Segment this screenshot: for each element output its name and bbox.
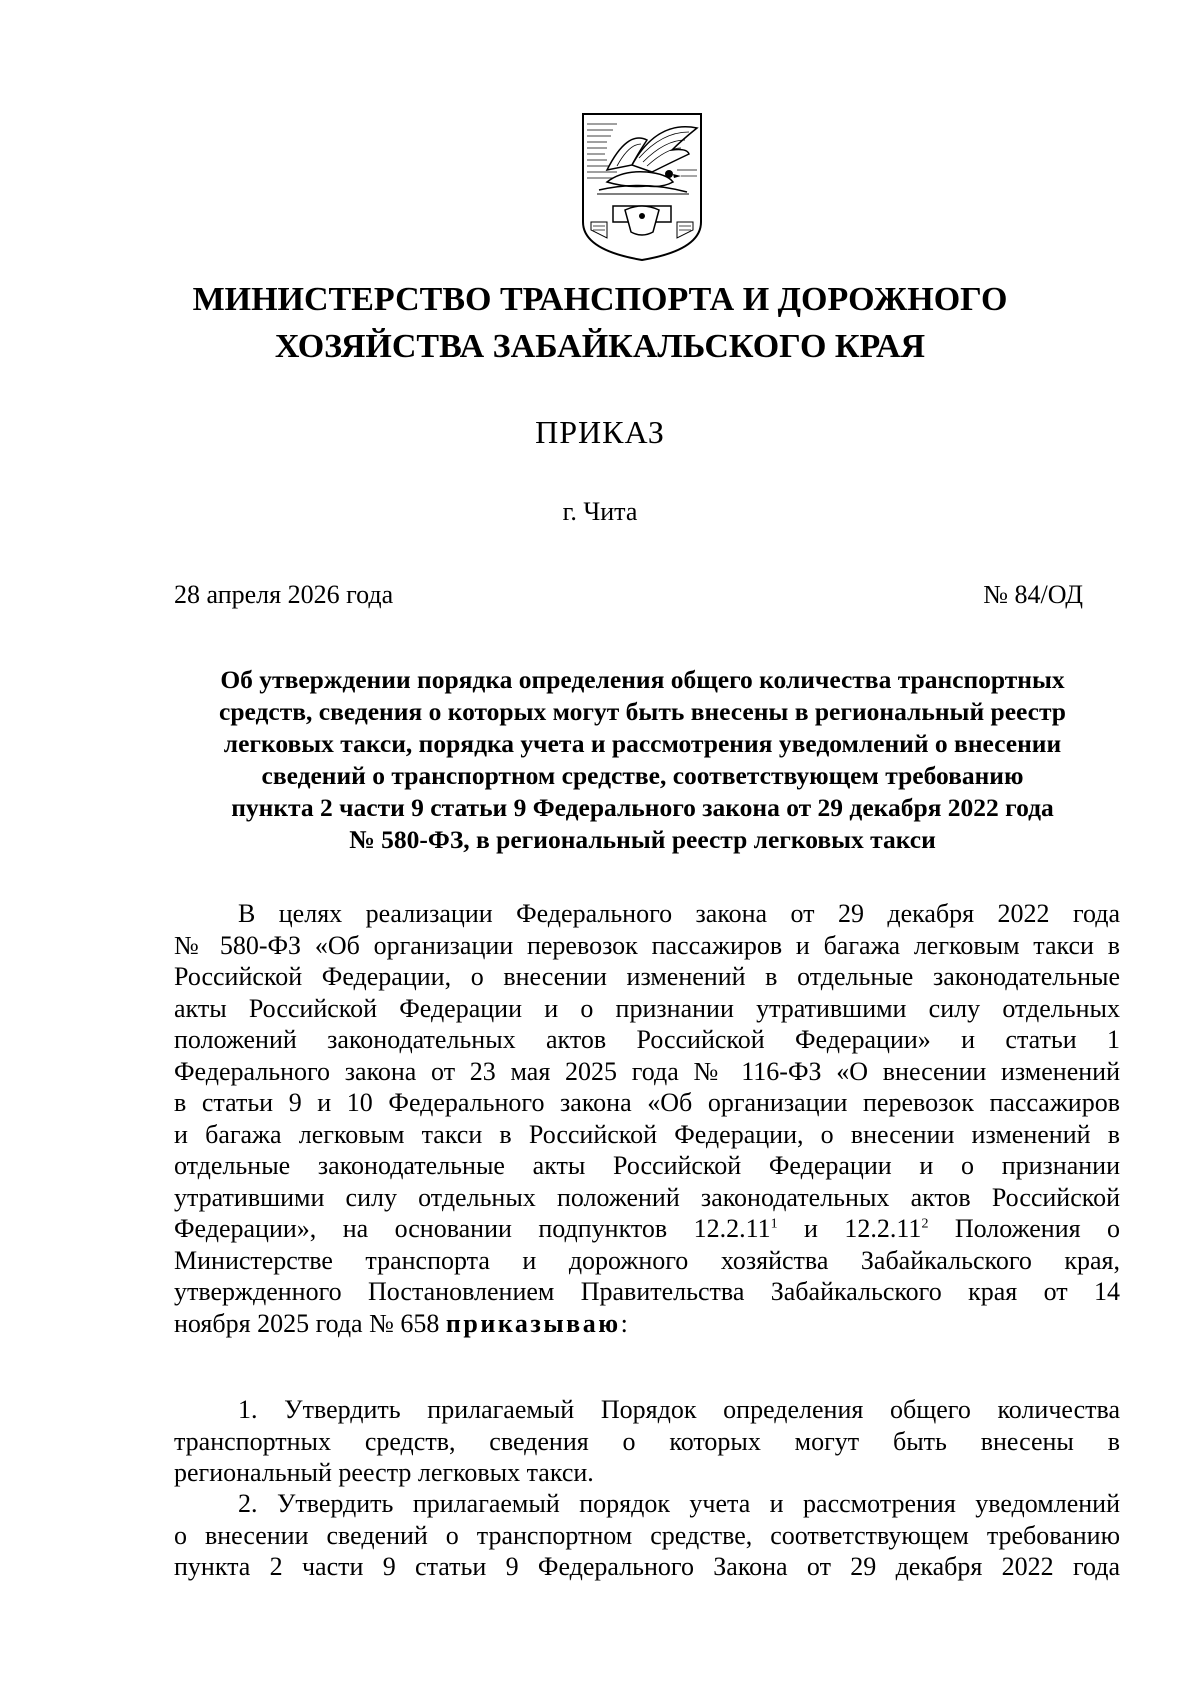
item-2-paragraph — [174, 1488, 1120, 1583]
text-line: 1. Утвердить прилагаемый Порядок определения общего количества — [238, 1395, 1120, 1424]
regional-coat-of-arms-icon — [577, 110, 707, 262]
ministry-name-line1: МИНИСТЕРСТВО ТРАНСПОРТА И ДОРОЖНОГО — [192, 281, 1008, 318]
text-line: транспортных средств, сведения о которых могут быть внесены в — [174, 1426, 1120, 1456]
text-line: пункта 2 части 9 статьи 9 Федерального Закона от 29 декабря 2022 года — [174, 1552, 1120, 1581]
text-line: акты Российской Федерации и о признании утратившими силу отдельных — [174, 993, 1120, 1023]
text-fragment: : — [620, 1308, 628, 1338]
text-fragment: Положения о — [928, 1214, 1121, 1243]
city: г. Чита — [562, 497, 638, 526]
text-line: и багажа легковым такси в Российской Федерации, о внесении изменений в — [174, 1119, 1120, 1149]
superscript: 2 — [921, 1216, 929, 1232]
ministry-name-line2: ХОЗЯЙСТВА ЗАБАЙКАЛЬСКОГО КРАЯ — [274, 328, 926, 365]
preamble-paragraph — [174, 898, 1120, 1339]
document-type: ПРИКАЗ — [535, 414, 665, 450]
text-fragment: ноября 2025 года № 658 — [174, 1308, 446, 1338]
order-keyword: приказываю — [445, 1308, 621, 1338]
text-line: № 580-ФЗ «Об организации перевозок пассажиров и багажа легковым такси в — [174, 930, 1120, 960]
text-line: утратившими силу отдельных положений законодательных актов Российской — [174, 1182, 1120, 1212]
title-line: легковых такси, порядка учета и рассмотрения уведомлений о внесении — [223, 729, 1062, 758]
text-line: Федерального закона от 23 мая 2025 года № 116-ФЗ «О внесении изменений — [174, 1056, 1120, 1086]
text-fragment: Федерации», на основании подпунктов 12.2.11 — [174, 1214, 771, 1243]
order-number: № 84/ОД — [983, 580, 1083, 609]
text-line: утвержденного Постановлением Правительства Забайкальского края от 14 — [174, 1277, 1120, 1306]
text-line: Российской Федерации, о внесении изменений в отдельные законодательные — [174, 962, 1120, 991]
order-date: 28 апреля 2026 года — [174, 580, 394, 609]
title-line: средств, сведения о которых могут быть внесены в региональный реестр — [219, 697, 1066, 726]
item-1-paragraph — [174, 1394, 1120, 1489]
ministry-name — [150, 276, 1050, 370]
title-line: № 580-ФЗ, в региональный реестр легковых такси — [349, 825, 936, 854]
title-line: сведений о транспортном средстве, соответствующем требованию — [261, 761, 1024, 790]
text-line — [174, 1308, 1120, 1340]
text-line: положений законодательных актов Российской Федерации» и статьи 1 — [174, 1025, 1120, 1054]
text-line: региональный реестр легковых такси. — [174, 1458, 594, 1487]
superscript: 1 — [770, 1216, 778, 1232]
text-line: в статьи 9 и 10 Федерального закона «Об организации перевозок пассажиров — [174, 1088, 1120, 1117]
text-line: В целях реализации Федерального закона от 29 декабря 2022 года — [238, 899, 1120, 928]
text-line: 2. Утвердить прилагаемый порядок учета и рассмотрения уведомлений — [238, 1489, 1120, 1518]
text-line: о внесении сведений о транспортном средстве, соответствующем требованию — [174, 1520, 1120, 1550]
title-line: Об утверждении порядка определения общего количества транспортных — [220, 665, 1065, 694]
text-line: отдельные законодательные акты Российской Федерации и о признании — [174, 1151, 1120, 1180]
text-line — [174, 1213, 1120, 1245]
text-line: Министерстве транспорта и дорожного хозяйства Забайкальского края, — [174, 1245, 1120, 1275]
title-line: пункта 2 части 9 статьи 9 Федерального закона от 29 декабря 2022 года — [231, 793, 1054, 822]
text-fragment: и 12.2.11 — [777, 1214, 922, 1243]
document-title — [165, 664, 1120, 856]
